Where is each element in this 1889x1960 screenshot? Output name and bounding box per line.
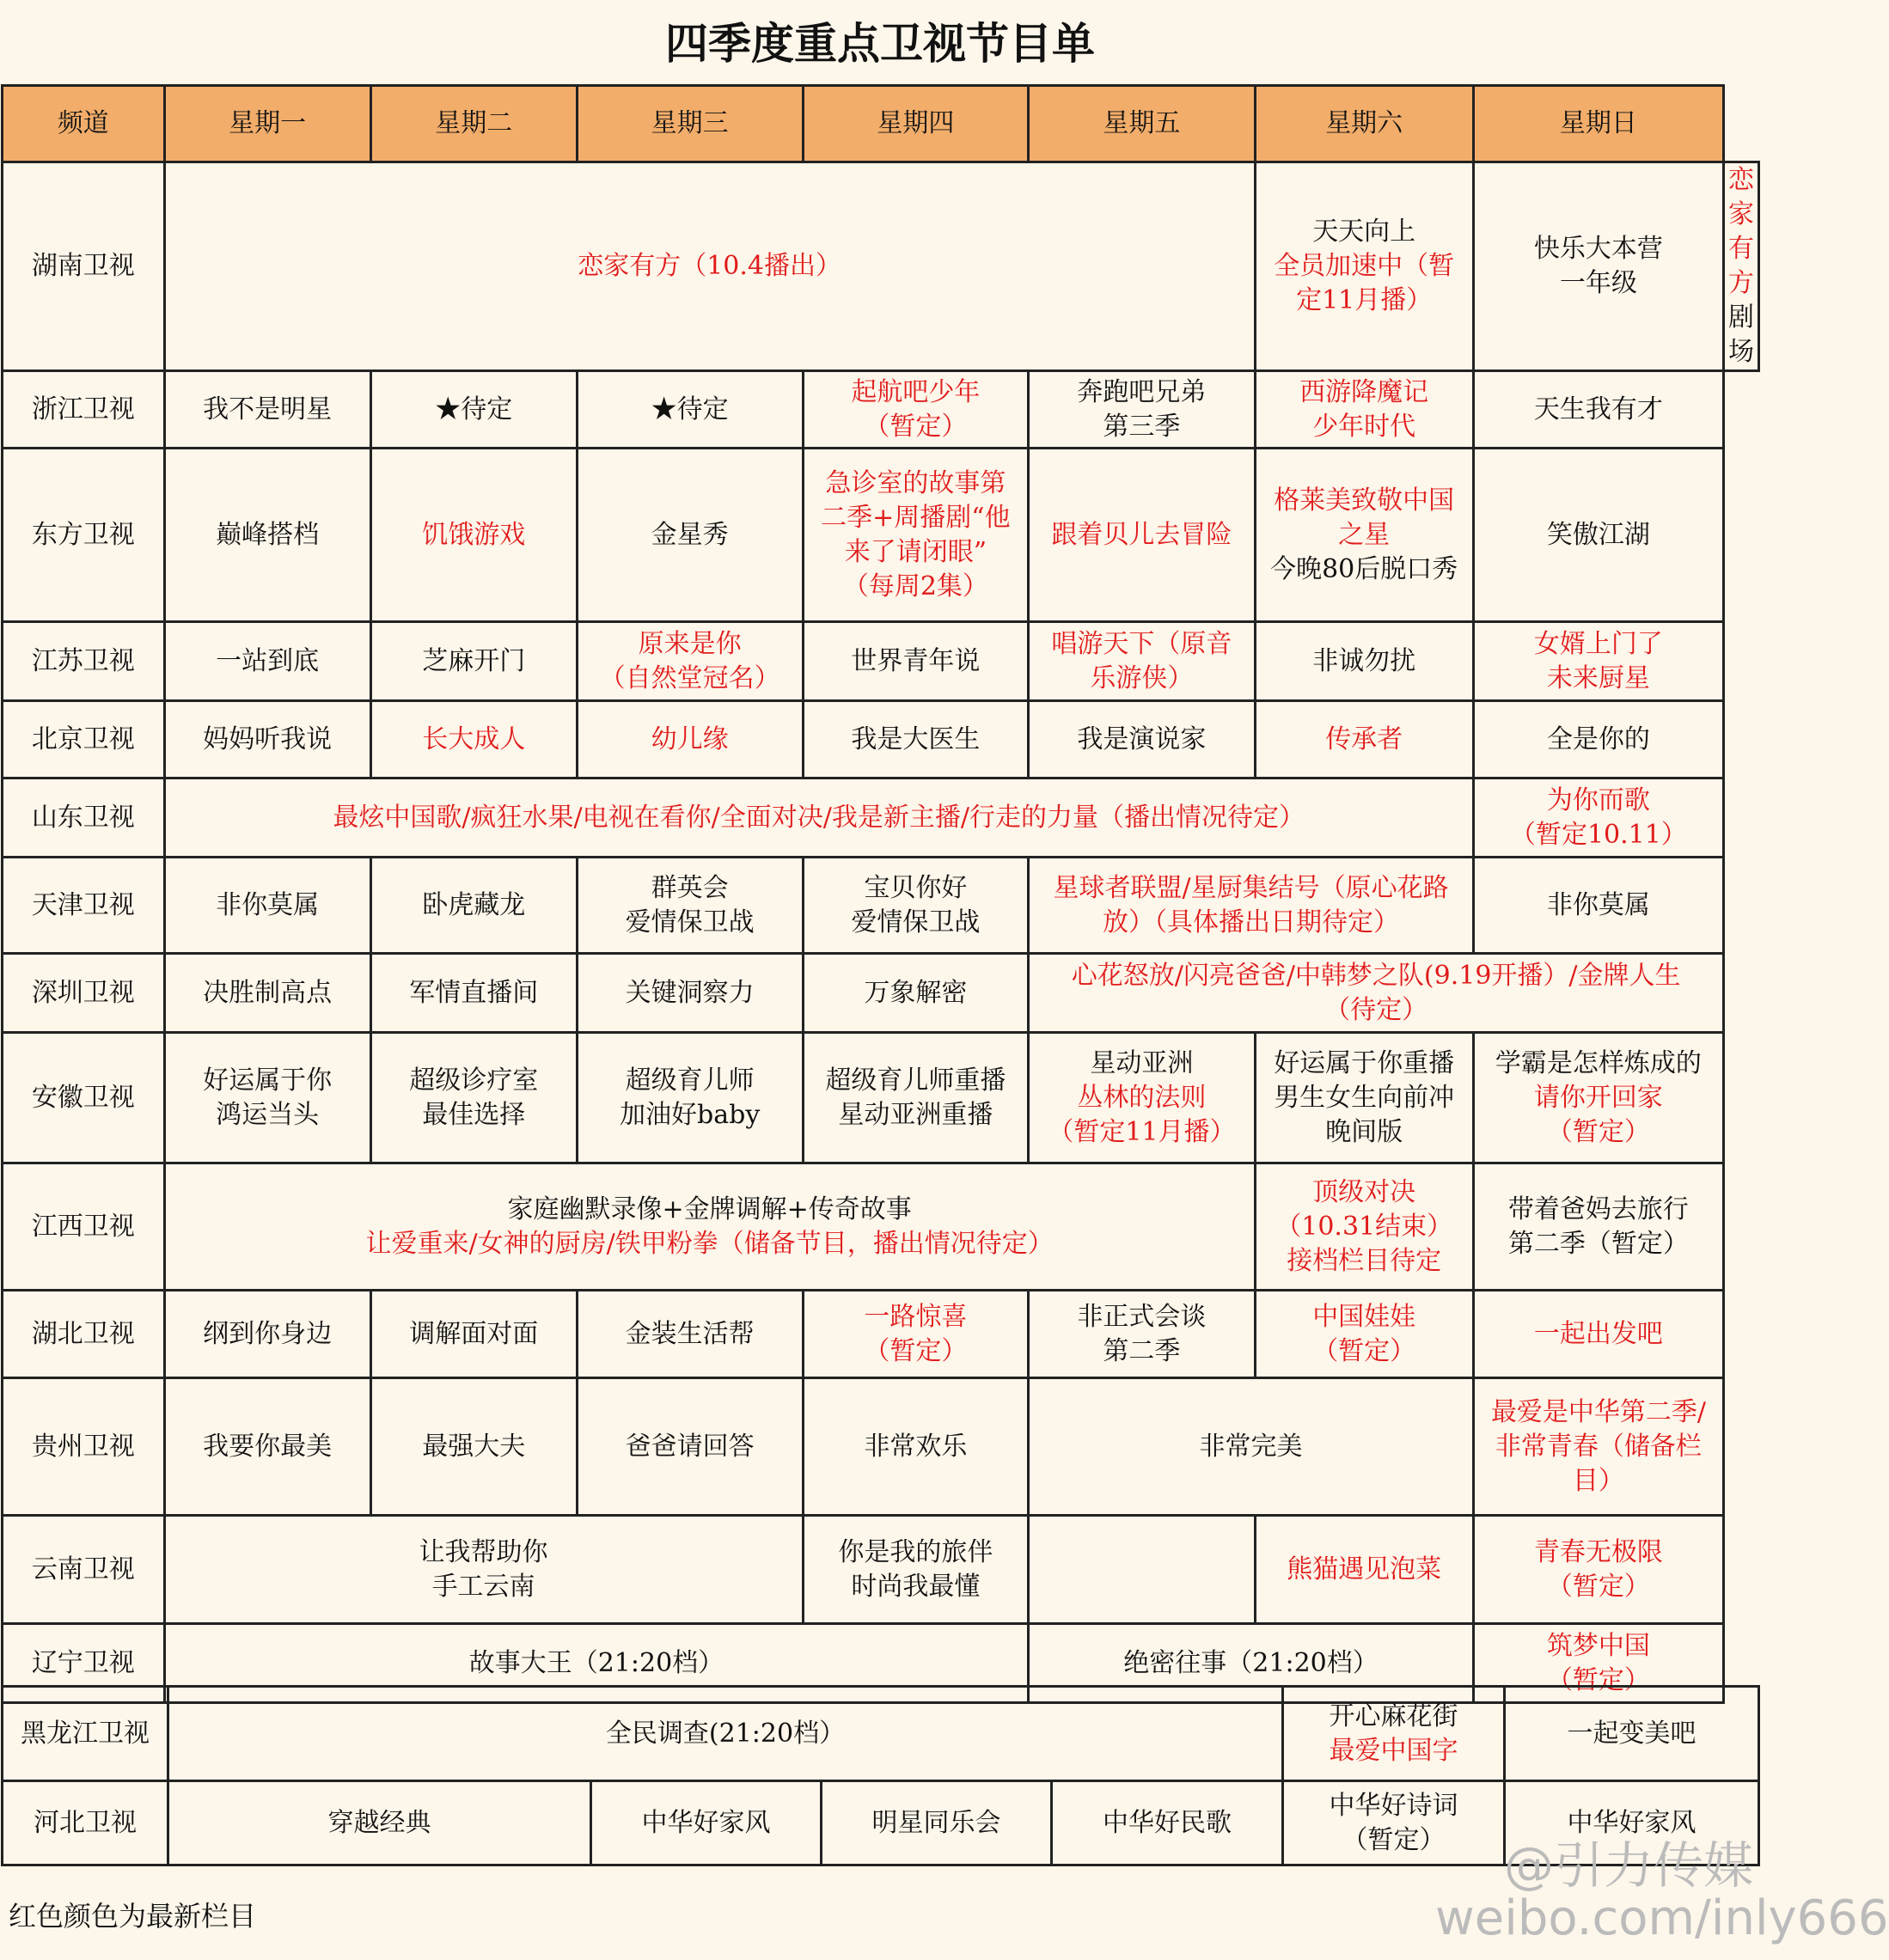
program-name: 全民调查(21:20档） [605,1718,846,1749]
program-cell [1473,1291,1723,1378]
program-cell [1029,371,1255,449]
program-cell [1255,371,1473,449]
header-cell: 星期日 [1473,86,1723,162]
program-name: 非常欢乐 [864,1431,968,1462]
program-cell [370,858,577,954]
program-name: 一起出发吧 [1533,1318,1663,1349]
program-name: 来了请闭眼” [844,536,987,567]
channel-name: 安徽卫视 [3,1033,165,1163]
program-name: 男生女生向前冲 [1274,1082,1455,1113]
program-name: 手工云南 [431,1571,535,1602]
program-cell [1473,371,1723,449]
program-name: 超级育儿师 [625,1065,755,1096]
program-name: （暂定） [1546,1571,1650,1602]
program-cell [164,449,370,622]
program-cell [577,371,803,449]
program-name: 超级育儿师重播 [825,1065,1006,1096]
program-name: 超级诊疗室 [409,1065,539,1096]
program-cell [164,1378,370,1516]
channel-row [3,371,1759,449]
program-cell [577,449,803,622]
program-name: 带着爸妈去旅行 [1507,1194,1689,1224]
weibo-watermark [1435,1836,1889,1946]
program-cell [1473,1163,1723,1291]
program-cell [1473,622,1723,701]
program-name: 穿越经典 [327,1807,431,1838]
program-name: （暂定10.11） [1509,819,1687,850]
program-name: 晚间版 [1325,1116,1403,1147]
header-row [3,86,1759,162]
program-name: （暂定） [864,1335,968,1366]
program-cell [164,858,370,954]
program-cell [803,1516,1029,1624]
program-cell [803,1378,1029,1516]
program-name: 好运属于你重播 [1274,1047,1455,1078]
program-name: 一路惊喜 [864,1301,968,1332]
program-name: 万象解密 [864,977,968,1008]
program-name: 最炫中国歌/疯狂水果/电视在看你/全面对决/我是新主播/行走的力量（播出情况待定） [333,802,1305,833]
schedule-table [1,84,1760,1704]
program-name: 爱情保卫战 [625,907,755,937]
program-cell [370,1033,577,1163]
program-name: 放）（具体播出日期待定） [1103,907,1400,937]
program-cell [803,622,1029,701]
program-name: 之星 [1338,519,1391,550]
program-name: 宝贝你好 [864,872,968,903]
program-cell [164,371,370,449]
channel-name: 黑龙江卫视 [3,1687,168,1781]
program-name: （暂定） [1546,1116,1650,1147]
program-name: 时尚我最懂 [851,1571,981,1602]
program-cell [577,1378,803,1516]
program-name: 爱情保卫战 [851,907,981,937]
program-name: 妈妈听我说 [203,724,333,754]
program-name: 我是演说家 [1077,724,1207,754]
program-cell [577,1033,803,1163]
program-cell [370,1291,577,1378]
header-cell: 星期六 [1255,86,1473,162]
program-name: 长大成人 [422,724,526,754]
program-cell [1473,162,1723,371]
program-name: 加油好baby [620,1099,761,1130]
program-cell [1473,1378,1723,1516]
program-name: 让我帮助你 [419,1536,548,1567]
program-cell [1473,449,1723,622]
program-cell [1283,1687,1505,1781]
program-cell [164,1291,370,1378]
program-name: （每周2集） [842,571,988,601]
program-name: 家庭幽默录像+金牌调解+传奇故事 [507,1194,912,1224]
program-cell [1029,1378,1474,1516]
channel-row [3,449,1759,622]
program-name: 非正式会谈 [1077,1301,1207,1332]
program-cell [168,1687,1283,1781]
header-cell: 星期四 [803,86,1029,162]
program-name: 请你开回家 [1533,1082,1663,1113]
program-name: 恋家有方（10.4播出） [578,251,841,281]
program-cell [1029,1516,1255,1624]
program-name: 快乐大本营 [1533,234,1663,264]
header-cell: 星期三 [577,86,803,162]
program-name: 非常完美 [1199,1431,1303,1462]
program-name: 最爱是中华第二季/ [1490,1396,1706,1427]
program-name: 熊猫遇见泡菜 [1287,1554,1442,1584]
program-name: 非你莫属 [1546,889,1650,920]
program-cell [1029,1291,1255,1378]
program-name: ★待定 [435,394,513,424]
channel-name: 云南卫视 [3,1516,165,1624]
program-name: 定11月播） [1296,285,1433,315]
program-name: 一站到底 [216,645,320,676]
program-cell [1473,1033,1723,1163]
watermark-name: @引力传媒 [1503,1836,1753,1895]
program-cell [168,1781,591,1865]
program-cell [1029,622,1255,701]
program-cell [370,371,577,449]
channel-row [3,779,1759,858]
program-cell [1029,1033,1255,1163]
program-cell [1029,701,1255,779]
program-name: 未来厨星 [1546,662,1650,693]
program-name: （10.31结束） [1275,1211,1453,1242]
program-name: 为你而歌 [1546,785,1650,815]
program-cell [577,1291,803,1378]
program-name: 一起变美吧 [1567,1718,1696,1749]
program-name: 绝密往事（21:20档） [1123,1647,1379,1678]
program-name: 女婿上门了 [1533,628,1663,659]
program-name: 奔跑吧兄弟 [1077,376,1207,407]
program-name: 第二季 [1103,1335,1181,1366]
program-name: 今晚80后脱口秀 [1270,553,1458,584]
program-name: 中华好家风 [641,1807,771,1838]
program-name: 决胜制高点 [203,977,333,1008]
channel-row [3,1516,1759,1624]
program-cell [803,858,1029,954]
header-cell: 星期一 [164,86,370,162]
program-cell [822,1781,1052,1865]
program-name: 中华好诗词 [1329,1790,1458,1821]
program-cell [1505,1687,1759,1781]
program-name: 我不是明星 [203,394,333,424]
program-cell [803,954,1029,1033]
program-name: 丛林的法则 [1077,1082,1207,1113]
program-name: 天天向上 [1312,217,1416,247]
program-name: 星动亚洲 [1090,1047,1194,1078]
program-cell [1255,1291,1473,1378]
channel-row [3,858,1759,954]
program-name: 西游降魔记 [1299,376,1429,407]
program-cell [164,162,1255,371]
program-name: 起航吧少年 [851,376,981,407]
channel-row [3,1378,1759,1516]
program-cell [1029,954,1724,1033]
channel-name: 东方卫视 [3,449,165,622]
program-name: 你是我的旅伴 [838,1536,993,1567]
program-cell [577,622,803,701]
program-name: 世界青年说 [851,645,981,676]
channel-name: 贵州卫视 [3,1378,165,1516]
program-name: 非诚勿扰 [1312,645,1416,676]
channel-name: 辽宁卫视 [3,1624,165,1703]
program-name: （待定） [1324,994,1428,1025]
program-cell [164,1516,803,1624]
channel-name: 河北卫视 [3,1781,168,1865]
program-name: 第三季 [1103,411,1181,442]
program-name: 调解面对面 [409,1318,539,1349]
program-name: （暂定11月播） [1048,1116,1236,1147]
program-cell [1473,858,1723,954]
program-name: 饥饿游戏 [422,519,526,550]
program-name: 爸爸请回答 [625,1431,755,1462]
program-name: 好运属于你 [203,1065,333,1096]
program-name: 群英会 [651,872,729,903]
program-cell [1473,701,1723,779]
program-cell [1052,1781,1283,1865]
channel-row [3,954,1759,1033]
program-name: 星动亚洲重播 [838,1099,993,1130]
program-cell [1255,449,1473,622]
program-name: 顶级对决 [1312,1176,1416,1207]
channel-name: 江苏卫视 [3,622,165,701]
program-cell [370,701,577,779]
header-cell: 星期二 [370,86,577,162]
program-name: 全员加速中（暂 [1274,251,1455,281]
program-cell [803,1033,1029,1163]
program-cell [803,449,1029,622]
program-cell [591,1781,822,1865]
program-cell [1724,162,1759,371]
program-name: （暂定） [1546,1664,1650,1695]
program-cell [164,1033,370,1163]
program-name: 青春无极限 [1533,1536,1663,1567]
program-name: 跟着贝儿去冒险 [1051,519,1232,550]
program-cell [164,1163,1255,1291]
program-name: 我是大医生 [851,724,981,754]
program-name: 学霸是怎样炼成的 [1495,1047,1702,1078]
channel-row [3,1163,1759,1291]
program-name: 二季+周播剧“他 [821,502,1011,533]
channel-row [3,1033,1759,1163]
program-name: 中华好民歌 [1103,1807,1232,1838]
header-cell: 星期五 [1029,86,1255,162]
program-cell [1255,1033,1473,1163]
program-name: 军情直播间 [409,977,539,1008]
program-cell [164,701,370,779]
program-name: 一年级 [1559,268,1637,298]
program-name: 非你莫属 [216,889,320,920]
program-name: 笑傲江湖 [1546,519,1650,550]
program-name: 芝麻开门 [422,645,526,676]
program-cell [1473,1516,1723,1624]
program-cell [577,954,803,1033]
program-cell [577,701,803,779]
program-name: 金星秀 [651,519,729,550]
program-cell [803,1291,1029,1378]
channel-row [3,1291,1759,1378]
program-name: 关键洞察力 [625,977,755,1008]
program-name: 急诊室的故事第 [825,467,1006,498]
program-name: 故事大王（21:20档） [468,1647,724,1678]
program-name: 我要你最美 [203,1431,333,1462]
channel-row [3,622,1759,701]
program-name: 乐游侠） [1090,662,1194,693]
program-cell [370,622,577,701]
program-cell [164,622,370,701]
program-name: （暂定） [864,411,968,442]
program-name: 金装生活帮 [625,1318,755,1349]
program-name: 纲到你身边 [203,1318,333,1349]
program-name: 目） [1572,1465,1624,1496]
program-name: 恋家有方 [1728,165,1754,298]
program-name: （暂定） [1312,1335,1416,1366]
program-name: 幼儿缘 [651,724,729,754]
program-name: 筑梦中国 [1546,1630,1650,1661]
program-cell [370,1378,577,1516]
program-cell [1255,1163,1473,1291]
channel-name: 山东卫视 [3,779,165,858]
program-cell [1255,1516,1473,1624]
program-name: 传承者 [1325,724,1403,754]
page-title: 四季度重点卫视节目单 [665,19,1095,69]
channel-name: 湖北卫视 [3,1291,165,1378]
program-name: 剧场 [1728,302,1754,367]
program-name: 巅峰搭档 [216,519,320,550]
program-name: 中国娃娃 [1312,1301,1416,1332]
program-name: 最佳选择 [422,1099,526,1130]
program-cell [370,954,577,1033]
program-name: 卧虎藏龙 [422,889,526,920]
channel-name: 北京卫视 [3,701,165,779]
program-cell [577,858,803,954]
program-name: 少年时代 [1312,411,1416,442]
program-name: 让爱重来/女神的厨房/铁甲粉拳（储备节目，播出情况待定） [365,1228,1054,1259]
program-name: 明星同乐会 [871,1807,1001,1838]
program-cell [1029,449,1255,622]
program-cell [1255,622,1473,701]
channel-name: 浙江卫视 [3,371,165,449]
program-name: 心花怒放/闪亮爸爸/中韩梦之队(9.19开播）/金牌人生 [1071,960,1681,991]
channel-name: 深圳卫视 [3,954,165,1033]
program-name: （暂定） [1342,1824,1446,1855]
program-name: 天生我有才 [1533,394,1663,424]
channel-name: 江西卫视 [3,1163,165,1291]
program-name: ★待定 [651,394,729,424]
legend-note: 红色颜色为最新栏目 [9,1900,257,1933]
program-name: 最爱中国字 [1329,1735,1458,1766]
program-name: 第二季（暂定） [1507,1228,1689,1259]
program-name: 中华好家风 [1567,1807,1696,1838]
program-name: 非常青春（储备栏 [1495,1431,1702,1462]
program-cell [1473,779,1723,858]
program-name: 星球者联盟/星厨集结号（原心花路 [1053,872,1449,903]
program-name: 原来是你 [638,628,742,659]
channel-row [3,1687,1759,1781]
program-cell [370,449,577,622]
watermark-url: weibo.com/inly666 [1435,1890,1889,1946]
program-cell [1255,701,1473,779]
program-cell [1029,858,1474,954]
channel-name: 湖南卫视 [3,162,165,371]
program-cell [803,371,1029,449]
program-name: 全是你的 [1546,724,1650,754]
program-name: 格莱美致敬中国 [1274,485,1455,516]
program-cell [164,779,1473,858]
program-name: （自然堂冠名） [599,662,780,693]
program-cell [164,954,370,1033]
program-name: 最强大夫 [422,1431,526,1462]
program-name: 鸿运当头 [216,1099,320,1130]
program-name: 唱游天下（原音 [1051,628,1232,659]
channel-row [3,162,1759,371]
header-cell: 频道 [3,86,165,162]
program-cell [803,701,1029,779]
program-name: 接档栏目待定 [1287,1245,1442,1276]
program-name: 开心麻花街 [1329,1700,1458,1731]
program-cell [1255,162,1473,371]
channel-name: 天津卫视 [3,858,165,954]
channel-row [3,701,1759,779]
